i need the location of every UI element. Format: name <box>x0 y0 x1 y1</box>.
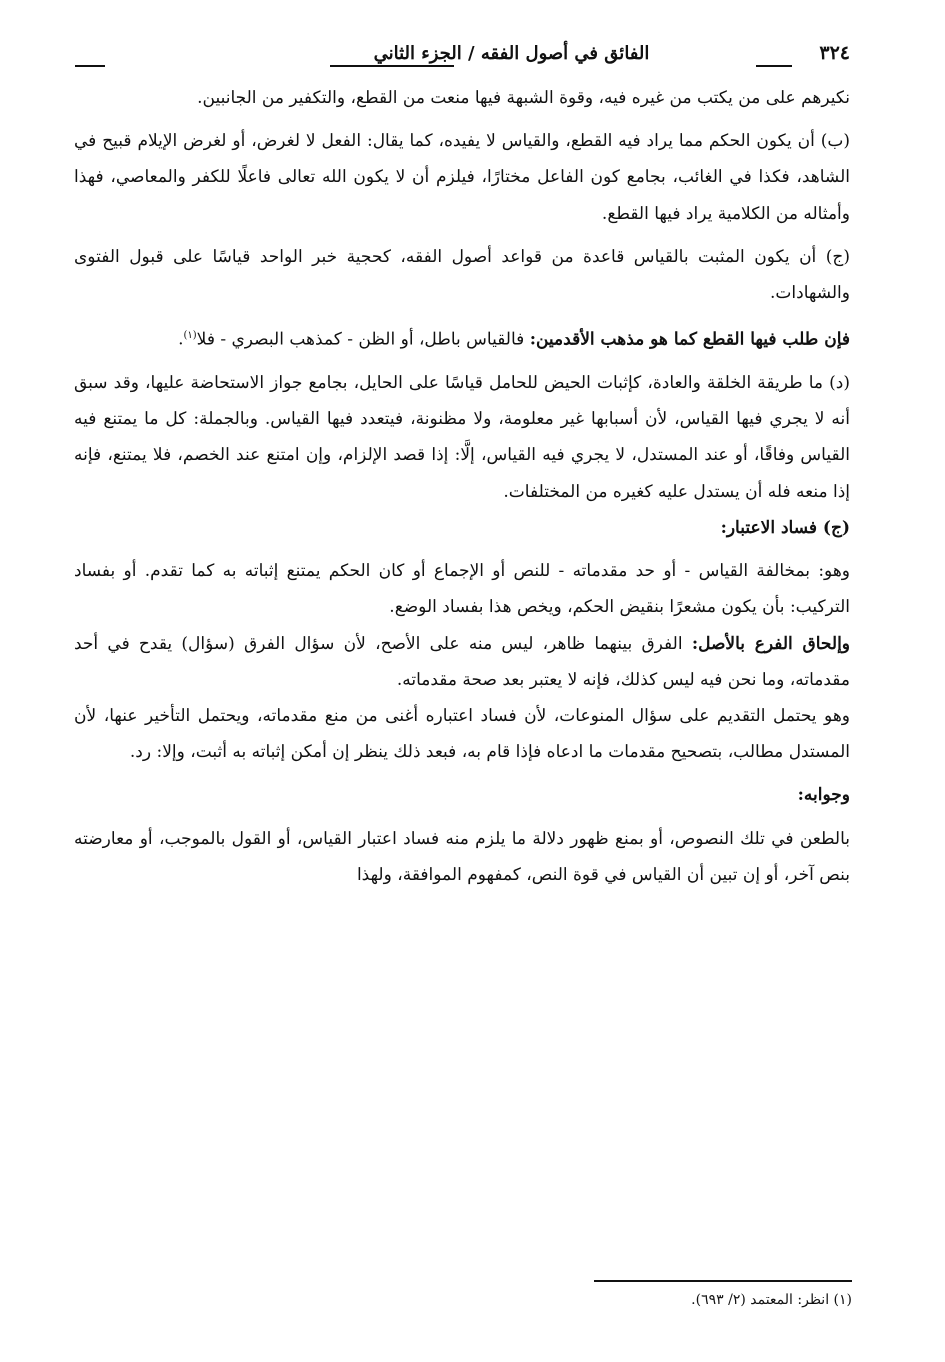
running-title: الفائق في أصول الفقه / الجزء الثاني <box>373 43 650 64</box>
paragraph-lead: وإلحاق الفرع بالأصل: <box>691 633 850 654</box>
header-rule <box>75 65 105 67</box>
main-text <box>74 80 850 893</box>
page-header <box>75 38 850 78</box>
section-heading: (ج) فساد الاعتبار: <box>720 517 850 538</box>
paragraph-d: (د) ما طريقة الخلقة والعادة، كإثبات الحيض للحامل قياسًا على الحايل، بجامع جواز الاستحاضة عليها، وقد سبق أنه لا يجري فيها القياس، لأن أسبابها غير معلومة، ولا مظنونة، فيتعدد فيها القياس. وبالجملة: كل ما يمتنع فيه القياس وفاقًا، أو عند المستدل، لا يجري فيه القياس، إلَّا: إذا قصد الإلزام، وإن امتنع عند الخصم، فلا يمتنع، فإنه إذا منعه فله أن يستدل عليه كغيره من المختلفات. <box>74 373 850 502</box>
paragraph-end: . <box>178 329 184 350</box>
paragraph-ilhaq <box>74 626 850 698</box>
paragraph-order: وهو يحتمل التقديم على سؤال المنوعات، لأن فساد اعتباره أغنى من منع مقدماته، ويحتمل التأخير عنها، لأن المستدل مطالب، بتصحيح مقدمات ما ادعاه فإذا قام به، فبعد ذلك ينظر إن أمكن إثباته به أثبت، وإلا: رد. <box>74 705 850 763</box>
paragraph-definition: وهو: بمخالفة القياس - أو حد مقدماته - للنص أو الإجماع أو كان الحكم يمتنع إثباته به كما تقدم. أو بفساد التركيب: بأن يكون مشعرًا بنقيض الحكم، ويخص هذا بفساد الوضع. <box>74 561 850 618</box>
paragraph-lead: فإن طلب فيها القطع كما هو مذهب الأقدمين: <box>529 329 850 350</box>
paragraph-c: (ج) أن يكون المثبت بالقياس قاعدة من قواعد أصول الفقه، كحجية خبر الواحد قياسًا على قبول الفتوى والشهادات. <box>74 246 850 304</box>
header-rule <box>756 65 792 67</box>
paragraph-text: الفرق بينهما ظاهر، ليس منه على الأصح، لأن سؤال الفرق (سؤال) يقدح في أحد مقدماته، وما نحن فيه ليس كذلك، فإنه لا يعتبر بعد صحة مقدماته. <box>74 633 850 690</box>
paragraph-text: فالقياس باطل، أو الظن - كمذهب البصري - فلا <box>196 329 530 350</box>
footnote-separator <box>594 1280 852 1282</box>
paragraph-answer: بالطعن في تلك النصوص، أو بمنع ظهور دلالة ما يلزم منه فساد اعتبار القياس، أو القول بالموجب، أو معارضته بنص آخر، أو إن تبين أن القياس في قوة النص، كمفهوم الموافقة، ولهذا <box>74 828 850 885</box>
footnote: (١) انظر: المعتمد (٢/ ٦٩٣). <box>691 1292 852 1308</box>
answer-heading: وجوابه: <box>797 785 850 806</box>
paragraph-b: (ب) أن يكون الحكم مما يراد فيه القطع، والقياس لا يفيده، كما يقال: الفعل لا لغرض، أو لغرض الإيلام قبيح في الشاهد، فكذا في الغائب، بجامع كون الفاعل مختارًا، فيلزم أن لا يكون الله تعالى فاعلًا للكفر والمعاصي، فهذا وأمثاله من الكلامية يراد فيها القطع. <box>74 131 850 224</box>
page-number: ٣٢٤ <box>819 42 850 64</box>
header-rule <box>330 65 454 67</box>
footnote-ref[interactable]: (١) <box>183 330 197 342</box>
paragraph-continuation: نكيرهم على من يكتب من غيره فيه، وقوة الشبهة فيها منعت من القطع، والتكفير من الجانبين. <box>197 88 850 108</box>
paragraph-if <box>74 318 850 358</box>
